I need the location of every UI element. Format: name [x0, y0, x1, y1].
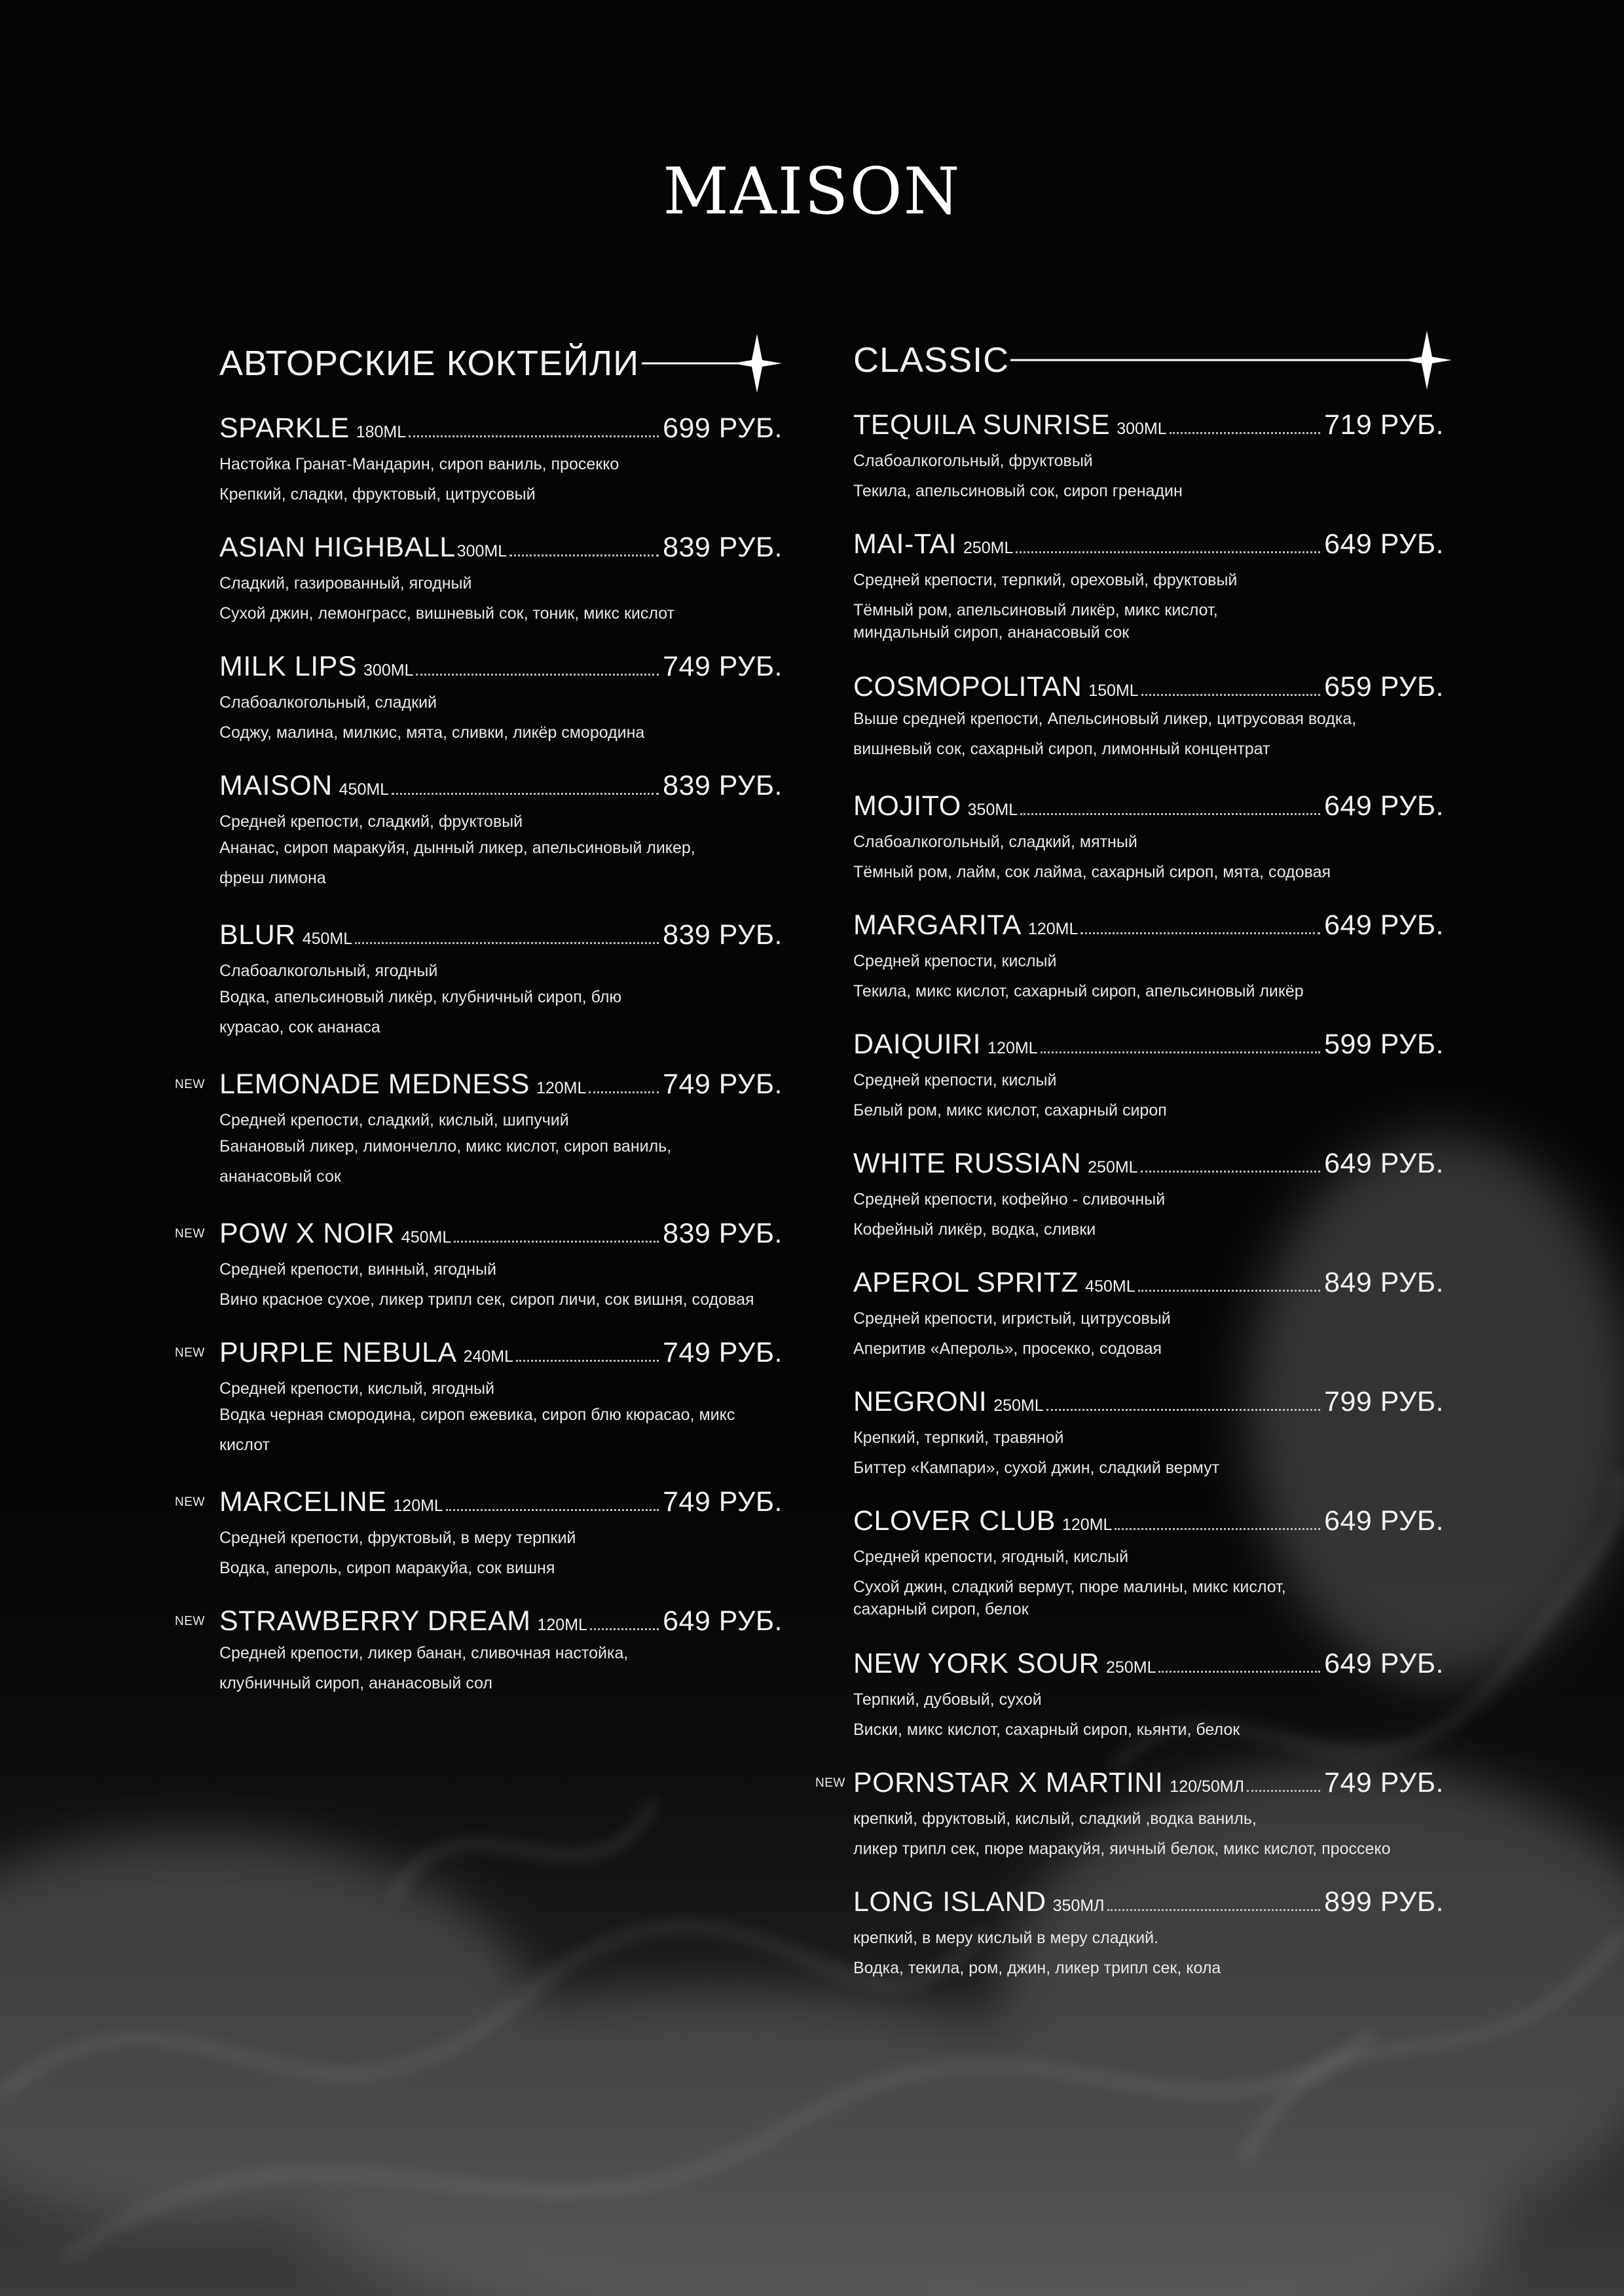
item-volume: 120ML: [1027, 920, 1079, 938]
section-header: [853, 331, 1444, 390]
item-price: 649 РУБ.: [1324, 528, 1444, 560]
item-name: ASIAN HIGHBALL: [219, 532, 456, 563]
item-ingredients: Водка черная смородина, сироп ежевика, сироп блю кюрасао, микс кислот: [219, 1406, 735, 1454]
item-ingredients: Водка, апельсиновый ликёр, клубничный сироп, блю курасао, сок ананаса: [219, 988, 622, 1036]
item-volume: 120ML: [987, 1039, 1038, 1057]
menu-item: [219, 412, 783, 532]
dot-leader: [516, 1360, 659, 1362]
item-price: 799 РУБ.: [1324, 1386, 1444, 1417]
item-price: 649 РУБ.: [1324, 1505, 1444, 1537]
item-price: 649 РУБ.: [1324, 790, 1444, 822]
item-name: DAIQUIRI: [853, 1029, 982, 1060]
item-volume: 250ML: [993, 1396, 1044, 1415]
menu-item: [219, 651, 783, 770]
section-title: CLASSIC: [853, 340, 1010, 380]
new-badge: NEW: [175, 1614, 205, 1628]
item-name: PURPLE NEBULA: [219, 1337, 457, 1368]
item-volume: 300ML: [1116, 420, 1167, 438]
item-name: CLOVER CLUB: [853, 1505, 1056, 1537]
item-price: 749 РУБ.: [663, 1486, 783, 1518]
item-price: 749 РУБ.: [1324, 1767, 1444, 1798]
item-ingredients: Вино красное сухое, ликер трипл сек, сироп личи, сок вишня, содовая: [219, 1290, 754, 1309]
item-ingredients: Крепкий, сладки, фруктовый, цитрусовый: [219, 485, 536, 503]
menu-item: [853, 528, 1444, 671]
item-ingredients: Водка, текила, ром, джин, ликер трипл сек, кола: [853, 1959, 1221, 1977]
item-volume: 120ML: [1061, 1516, 1113, 1534]
item-ingredients: Банановый ликер, лимончелло, микс кислот, сироп ваниль, ананасовый сок: [219, 1137, 672, 1186]
item-volume: 450ML: [302, 930, 353, 948]
item-name: PORNSTAR X MARTINI: [853, 1767, 1164, 1798]
classic-cocktails-column: [815, 331, 1444, 2005]
menu-item: [853, 1886, 1444, 2005]
item-name: MAISON: [219, 770, 333, 801]
item-volume: 120/50МЛ: [1170, 1777, 1244, 1796]
new-badge: NEW: [175, 1227, 205, 1241]
menu-item: [853, 1648, 1444, 1767]
item-description: Слабоалкогольный, сладкий: [219, 693, 437, 712]
dot-leader: [590, 1628, 659, 1630]
item-name: WHITE RUSSIAN: [853, 1148, 1082, 1179]
item-price: 599 РУБ.: [1324, 1029, 1444, 1060]
item-ingredients: Сухой джин, лемонграсс, вишневый сок, тоник, микс кислот: [219, 604, 675, 623]
dot-leader: [1080, 932, 1320, 934]
item-description: Слабоалкогольный, ягодный: [219, 962, 438, 980]
dot-leader: [454, 1241, 659, 1243]
item-price: 749 РУБ.: [663, 1337, 783, 1368]
dot-leader: [509, 555, 659, 556]
item-price: 719 РУБ.: [1324, 409, 1444, 441]
item-volume: 150ML: [1088, 682, 1139, 700]
item-price: 649 РУБ.: [1324, 1648, 1444, 1679]
menu-item: [175, 1486, 783, 1605]
item-name: MARGARITA: [853, 909, 1022, 941]
menu-item: [853, 1505, 1444, 1648]
menu-item: [853, 1148, 1444, 1267]
item-ingredients: Водка, апероль, сироп маракуйа, сок вишня: [219, 1559, 555, 1577]
item-name: LONG ISLAND: [853, 1886, 1046, 1918]
item-price: 839 РУБ.: [663, 532, 783, 563]
item-price: 749 РУБ.: [663, 1068, 783, 1100]
item-volume: 250ML: [963, 539, 1014, 557]
dot-leader: [392, 793, 659, 795]
item-price: 749 РУБ.: [663, 651, 783, 682]
item-volume: 300ML: [363, 661, 414, 680]
dot-leader: [1016, 551, 1320, 553]
item-description: Слабоалкогольный, сладкий, мятный: [853, 833, 1137, 851]
menu-item: [853, 909, 1444, 1029]
item-price: 839 РУБ.: [663, 919, 783, 951]
item-ingredients: Сухой джин, сладкий вермут, пюре малины, микс кислот, сахарный сироп, белок: [853, 1578, 1286, 1618]
item-ingredients: ликер трипл сек, пюре маракуйя, яичный белок, микс кислот, проссеко: [853, 1840, 1391, 1858]
item-ingredients: Тёмный ром, лайм, сок лайма, сахарный сироп, мята, содовая: [853, 863, 1331, 881]
item-volume: 450ML: [401, 1228, 452, 1247]
item-ingredients: Аперитив «Апероль», просекко, содовая: [853, 1339, 1162, 1358]
item-description: Средней крепости, ягодный, кислый: [853, 1548, 1129, 1566]
item-volume: 120ML: [537, 1616, 587, 1634]
dot-leader: [1046, 1409, 1320, 1411]
item-name: SPARKLE: [219, 412, 350, 444]
dot-leader: [589, 1091, 659, 1093]
dot-leader: [1141, 1171, 1320, 1173]
item-ingredients: Биттер «Кампари», сухой джин, сладкий вермут: [853, 1459, 1220, 1477]
dot-leader: [446, 1509, 659, 1511]
item-name: MOJITO: [853, 790, 961, 822]
item-price: 649 РУБ.: [1324, 909, 1444, 941]
item-description: Средней крепости, сладкий, кислый, шипучий: [219, 1111, 569, 1129]
menu-item: [219, 770, 783, 919]
item-name: STRAWBERRY DREAM: [219, 1605, 531, 1637]
menu-item: [853, 409, 1444, 528]
menu-item: [853, 1267, 1444, 1386]
item-price: 649 РУБ.: [1324, 1148, 1444, 1179]
item-ingredients: Тёмный ром, апельсиновый ликёр, микс кислот, миндальный сироп, ананасовый сок: [853, 601, 1218, 642]
menu-item: [219, 532, 783, 651]
item-name: APEROL SPRITZ: [853, 1267, 1079, 1298]
item-volume: 450ML: [1085, 1277, 1135, 1296]
dot-leader: [409, 435, 659, 437]
item-description: Крепкий, терпкий, травяной: [853, 1429, 1064, 1447]
item-ingredients: Ананас, сироп маракуйя, дынный ликер, апельсиновый ликер, фреш лимона: [219, 839, 695, 887]
item-description: Выше средней крепости, Апельсиновый ликер, цитрусовая водка, вишневый сок, сахарный сироп, лимонный концентрат: [853, 710, 1357, 758]
item-description: Настойка Гранат-Мандарин, сироп ваниль, просекко: [219, 455, 619, 473]
dot-leader: [355, 942, 659, 944]
item-volume: 350ML: [967, 801, 1018, 819]
section-header: [219, 334, 783, 393]
menu-item: [175, 1605, 783, 1724]
item-volume: 240ML: [463, 1347, 514, 1366]
item-description: Средней крепости, терпкий, ореховый, фруктовый: [853, 571, 1238, 589]
item-description: Терпкий, дубовый, сухой: [853, 1690, 1042, 1709]
menu-item: [815, 1767, 1444, 1886]
item-description: Средней крепости, игристый, цитрусовый: [853, 1309, 1171, 1328]
dot-leader: [416, 674, 659, 676]
item-name: MILK LIPS: [219, 651, 358, 682]
new-badge: NEW: [175, 1346, 205, 1360]
dot-leader: [1115, 1528, 1320, 1530]
item-name: BLUR: [219, 919, 296, 951]
item-description: Слабоалкогольный, фруктовый: [853, 452, 1093, 470]
menu-item: [853, 671, 1444, 790]
item-volume: 300ML: [456, 542, 507, 560]
dot-leader: [1247, 1790, 1320, 1792]
item-name: MARCELINE: [219, 1486, 387, 1518]
item-description: Средней крепости, фруктовый, в меру терпкий: [219, 1529, 576, 1547]
item-price: 899 РУБ.: [1324, 1886, 1444, 1918]
item-price: 649 РУБ.: [663, 1605, 783, 1637]
dot-leader: [1158, 1671, 1320, 1673]
signature-cocktails-column: [175, 334, 783, 1724]
item-description: Средней крепости, кислый, ягодный: [219, 1379, 495, 1398]
item-description: Средней крепости, кофейно - сливочный: [853, 1190, 1166, 1209]
sparkle-line-icon: [1010, 331, 1456, 390]
dot-leader: [1020, 813, 1320, 815]
item-name: NEW YORK SOUR: [853, 1648, 1100, 1679]
item-description: Средней крепости, кислый: [853, 952, 1057, 970]
item-ingredients: Текила, апельсиновый сок, сироп гренадин: [853, 482, 1183, 500]
item-price: 839 РУБ.: [663, 770, 783, 801]
item-description: крепкий, в меру кислый в меру сладкий.: [853, 1929, 1159, 1947]
item-volume: 250ML: [1088, 1158, 1138, 1176]
section-title: АВТОРСКИЕ КОКТЕЙЛИ: [219, 344, 640, 383]
dot-leader: [1041, 1051, 1320, 1053]
item-ingredients: Виски, микс кислот, сахарный сироп, кьянти, белок: [853, 1721, 1240, 1739]
item-ingredients: Кофейный ликёр, водка, сливки: [853, 1220, 1096, 1239]
item-volume: 450ML: [339, 780, 390, 799]
item-description: Средней крепости, винный, ягодный: [219, 1260, 496, 1279]
item-volume: 120ML: [536, 1079, 587, 1097]
menu-item: [853, 1029, 1444, 1148]
dot-leader: [1138, 1290, 1320, 1292]
item-volume: 350МЛ: [1052, 1897, 1105, 1915]
menu-item: [175, 1068, 783, 1218]
item-volume: 120ML: [393, 1497, 443, 1515]
item-volume: 250ML: [1106, 1658, 1156, 1677]
item-price: 849 РУБ.: [1324, 1267, 1444, 1298]
item-name: TEQUILA SUNRISE: [853, 409, 1111, 441]
item-name: NEGRONI: [853, 1386, 987, 1417]
dot-leader: [1107, 1909, 1320, 1911]
menu-item: [219, 919, 783, 1068]
item-price: 839 РУБ.: [663, 1218, 783, 1249]
item-description: Средней крепости, сладкий, фруктовый: [219, 812, 523, 831]
item-name: POW X NOIR: [219, 1218, 395, 1249]
item-description: Средней крепости, ликер банан, сливочная настойка, клубничный сироп, ананасовый сол: [219, 1644, 629, 1692]
item-description: Средней крепости, кислый: [853, 1071, 1057, 1089]
item-description: крепкий, фруктовый, кислый, сладкий ,водка ваниль,: [853, 1810, 1257, 1828]
sparkle-line-icon: [642, 334, 786, 393]
menu-item: [853, 790, 1444, 909]
new-badge: NEW: [175, 1495, 205, 1509]
item-ingredients: Соджу, малина, милкис, мята, сливки, ликёр смородина: [219, 723, 645, 742]
dot-leader: [1170, 432, 1320, 434]
dot-leader: [1141, 694, 1320, 696]
item-ingredients: Текила, микс кислот, сахарный сироп, апельсиновый ликёр: [853, 982, 1304, 1000]
item-name: MAI-TAI: [853, 528, 957, 560]
menu-item: [175, 1337, 783, 1486]
menu-item: [853, 1386, 1444, 1505]
item-name: LEMONADE MEDNESS: [219, 1068, 530, 1100]
item-ingredients: Белый ром, микс кислот, сахарный сироп: [853, 1101, 1167, 1120]
new-badge: NEW: [175, 1078, 205, 1091]
menu-item: [175, 1218, 783, 1337]
item-price: 699 РУБ.: [663, 412, 783, 444]
item-volume: 180ML: [356, 423, 407, 441]
new-badge: NEW: [815, 1776, 845, 1790]
item-price: 659 РУБ.: [1324, 671, 1444, 702]
brand-logo: MAISON: [663, 155, 961, 229]
item-name: COSMOPOLITAN: [853, 671, 1082, 702]
item-description: Сладкий, газированный, ягодный: [219, 574, 472, 592]
